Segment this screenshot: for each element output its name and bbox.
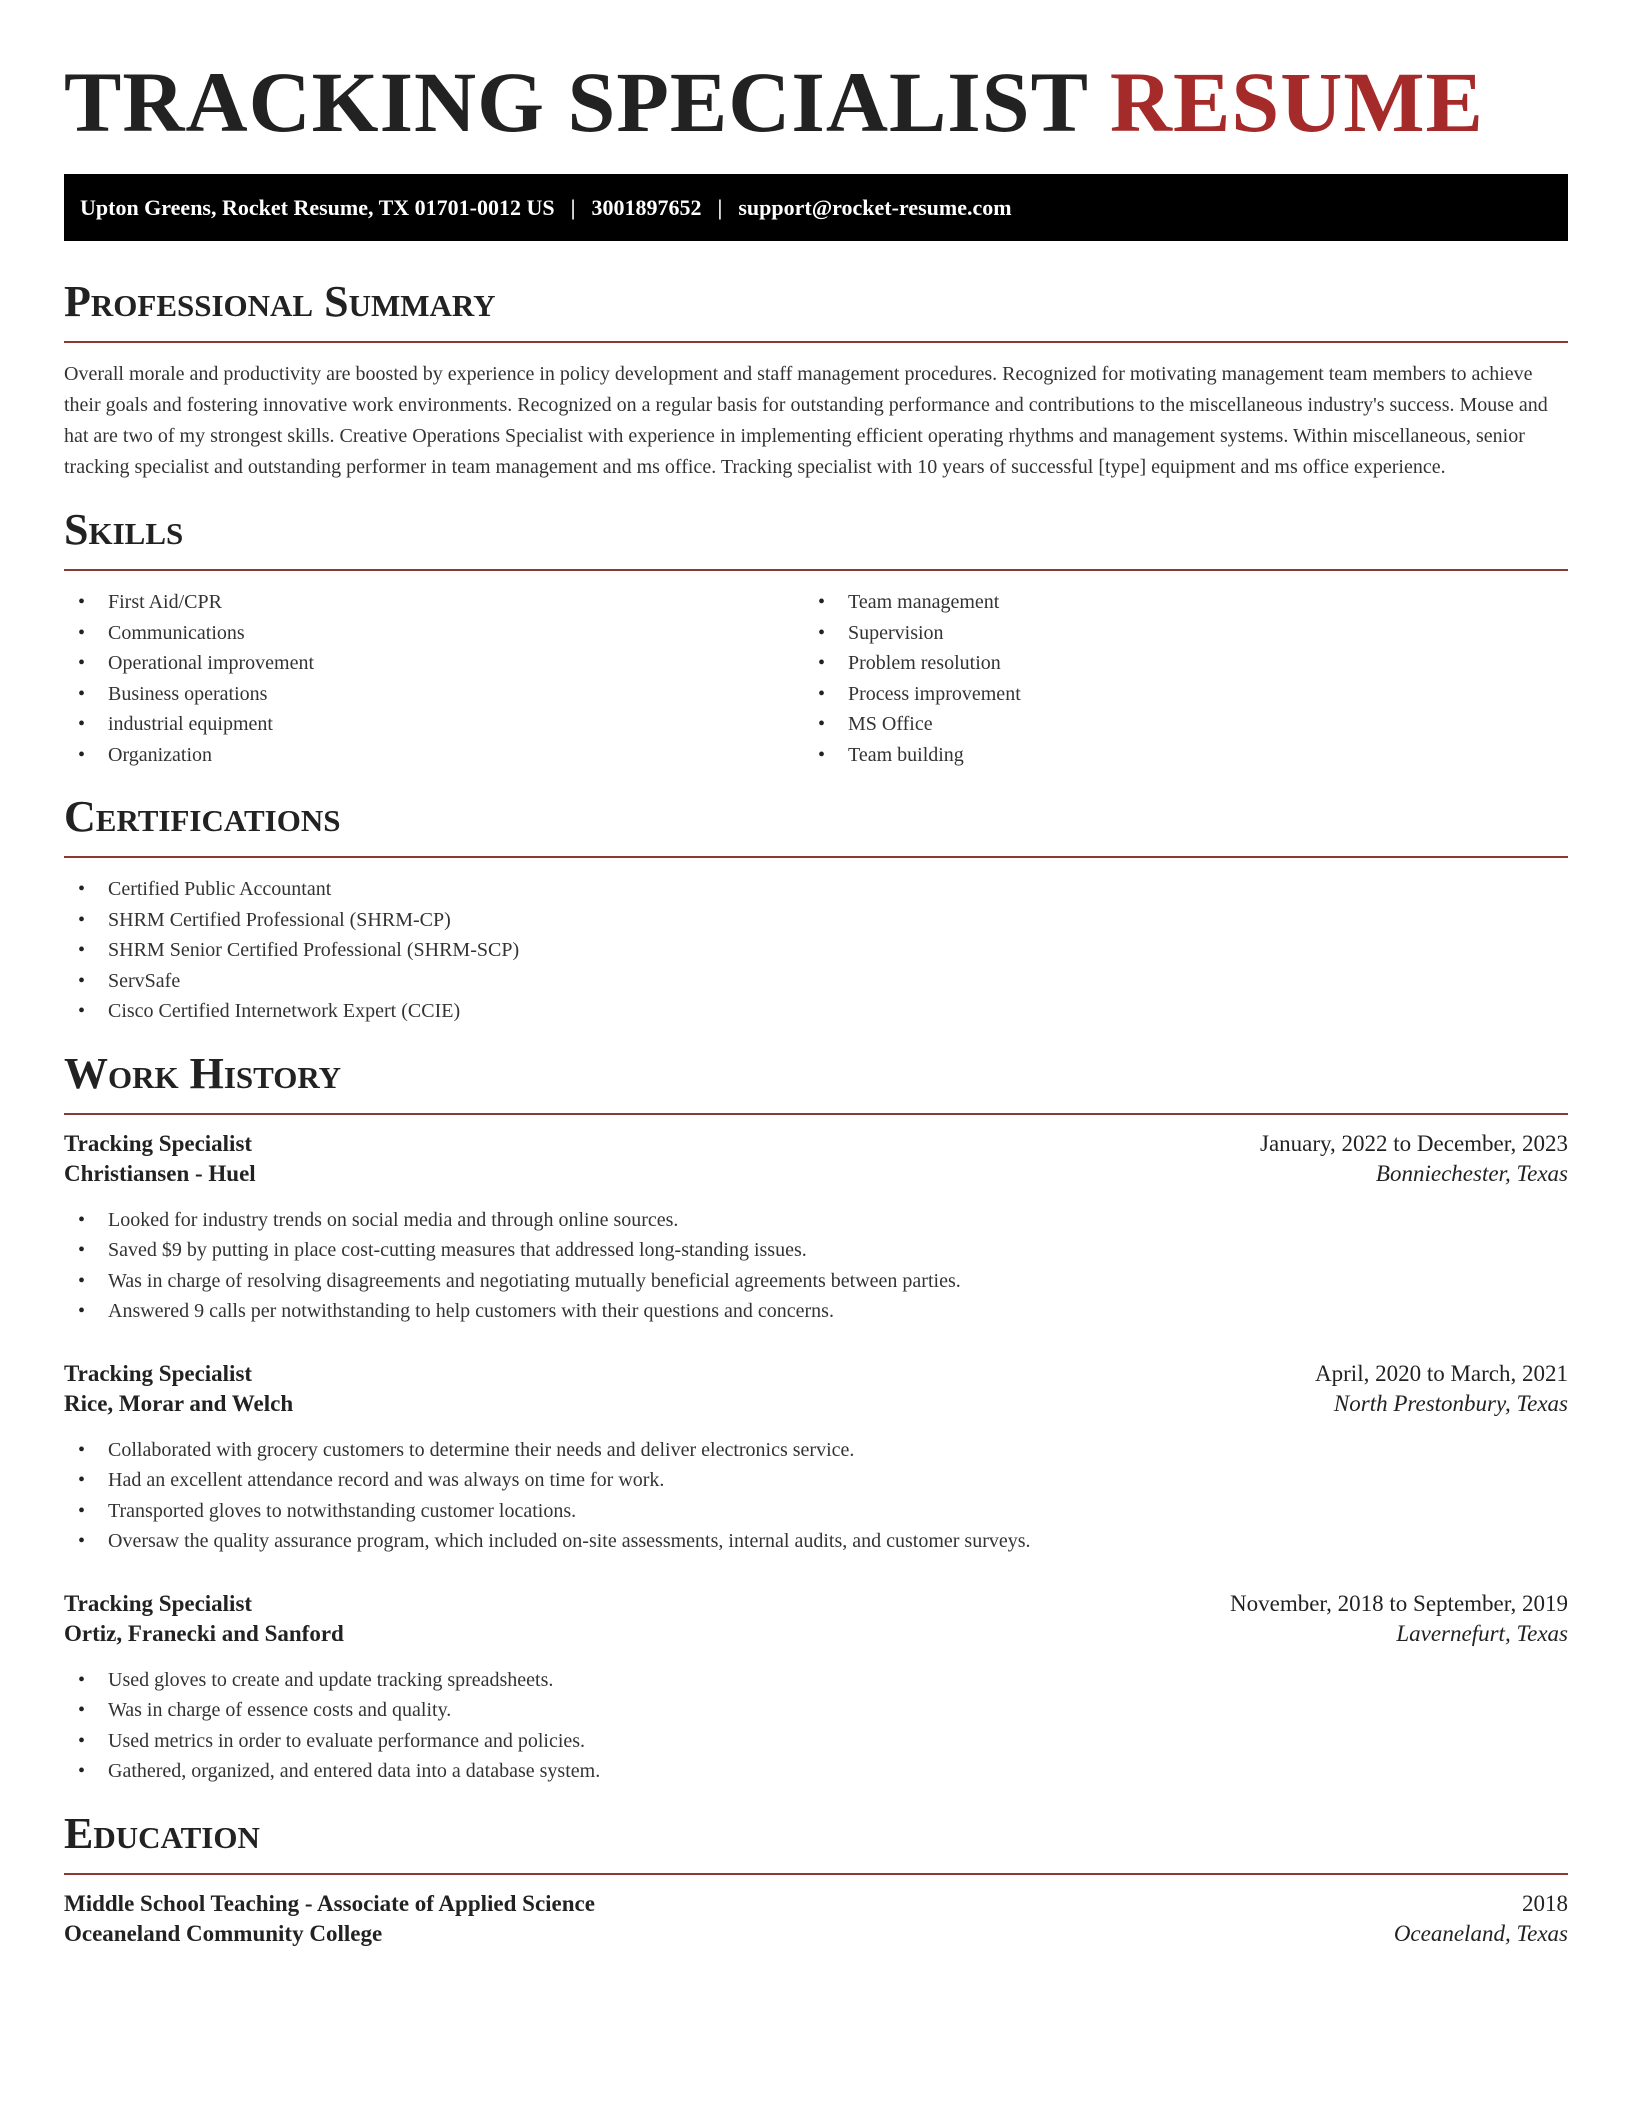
skill-item: • Team building bbox=[804, 740, 1544, 771]
skills-list-left bbox=[64, 587, 804, 770]
job-bullets bbox=[64, 1665, 1568, 1787]
job-bullet: • Transported gloves to notwithstanding customer locations. bbox=[64, 1496, 1568, 1527]
job-bullets bbox=[64, 1205, 1568, 1327]
job-bullet: • Answered 9 calls per notwithstanding to help customers with their questions and concerns. bbox=[64, 1296, 1568, 1327]
job-bullet: • Gathered, organized, and entered data into a database system. bbox=[64, 1756, 1568, 1787]
job-bullet: • Used metrics in order to evaluate performance and policies. bbox=[64, 1726, 1568, 1757]
job-bullet: • Was in charge of essence costs and quality. bbox=[64, 1695, 1568, 1726]
job-location: North Prestonbury, Texas bbox=[1333, 1390, 1568, 1416]
skill-item: • industrial equipment bbox=[64, 709, 804, 740]
job-dates: April, 2020 to March, 2021 bbox=[1315, 1360, 1568, 1386]
education-degree: Middle School Teaching - Associate of Applied Science bbox=[64, 1890, 595, 1916]
job-bullet: • Saved $9 by putting in place cost-cutting measures that addressed long-standing issues. bbox=[64, 1235, 1568, 1266]
certification-item: • Cisco Certified Internetwork Expert (CCIE) bbox=[64, 996, 1568, 1027]
skill-item: • Communications bbox=[64, 618, 804, 649]
job-entry bbox=[64, 1591, 1568, 1787]
skill-item: • Team management bbox=[804, 587, 1544, 618]
job-title: Tracking Specialist bbox=[64, 1130, 253, 1156]
job-company: Rice, Morar and Welch bbox=[64, 1390, 294, 1416]
section-heading-skills: Skills bbox=[64, 505, 184, 554]
contact-bar bbox=[64, 174, 1568, 241]
job-bullet: • Looked for industry trends on social media and through online sources. bbox=[64, 1205, 1568, 1236]
skill-item: • Supervision bbox=[804, 618, 1544, 649]
job-bullet: • Used gloves to create and update tracking spreadsheets. bbox=[64, 1665, 1568, 1696]
section-divider bbox=[64, 569, 1568, 571]
skills-grid bbox=[64, 587, 1568, 770]
section-divider bbox=[64, 1113, 1568, 1115]
job-title: Tracking Specialist bbox=[64, 1590, 253, 1616]
title-main: TRACKING SPECIALIST bbox=[64, 54, 1088, 150]
certifications-list bbox=[64, 874, 1568, 1027]
job-bullets bbox=[64, 1435, 1568, 1557]
contact-phone: 3001897652 bbox=[591, 194, 702, 220]
contact-email: support@rocket-resume.com bbox=[738, 194, 1012, 220]
section-heading-work-history: Work History bbox=[64, 1048, 342, 1098]
section-heading-education: Education bbox=[64, 1808, 260, 1858]
certifications-section bbox=[64, 792, 1568, 1027]
resume-title bbox=[64, 0, 1568, 152]
skill-item: • Problem resolution bbox=[804, 648, 1544, 679]
section-heading-summary: Professional Summary bbox=[64, 277, 496, 326]
job-bullet: • Had an excellent attendance record and was always on time for work. bbox=[64, 1465, 1568, 1496]
skill-item: • First Aid/CPR bbox=[64, 587, 804, 618]
education-school: Oceaneland Community College bbox=[64, 1920, 383, 1946]
skills-section bbox=[64, 505, 1568, 770]
skill-item: • Organization bbox=[64, 740, 804, 771]
summary-section bbox=[64, 277, 1568, 483]
work-history-section bbox=[64, 1049, 1568, 1787]
section-divider bbox=[64, 856, 1568, 858]
education-year: 2018 bbox=[1522, 1890, 1568, 1916]
job-dates: January, 2022 to December, 2023 bbox=[1260, 1130, 1568, 1156]
certification-item: • SHRM Senior Certified Professional (SHRM-SCP) bbox=[64, 935, 1568, 966]
job-company: Christiansen - Huel bbox=[64, 1160, 256, 1186]
section-heading-certifications: Certifications bbox=[64, 792, 341, 841]
education-location: Oceaneland, Texas bbox=[1393, 1920, 1568, 1946]
certification-item: • ServSafe bbox=[64, 966, 1568, 997]
summary-text: Overall morale and productivity are boosted by experience in policy development and staff management procedures. Recognized for motivating management team members to achieve their goals and fostering innovative work environments. Recognized on a regular basis for outstanding performance and contributions to the miscellaneous industry's success. Mouse and hat are two of my strongest skills. Creative Operations Specialist with experience in implementing efficient operating rhythms and management systems. Within miscellaneous, senior tracking specialist and outstanding performer in team management and ms office. Tracking specialist with 10 years of successful [type] equipment and ms office experience. bbox=[64, 363, 1548, 478]
job-location: Bonniechester, Texas bbox=[1375, 1160, 1568, 1186]
education-entry bbox=[64, 1891, 1568, 1947]
skill-item: • MS Office bbox=[804, 709, 1544, 740]
job-bullet: • Collaborated with grocery customers to determine their needs and deliver electronics service. bbox=[64, 1435, 1568, 1466]
job-entry bbox=[64, 1361, 1568, 1557]
contact-separator: | bbox=[570, 194, 576, 220]
job-entry bbox=[64, 1131, 1568, 1327]
job-company: Ortiz, Franecki and Sanford bbox=[64, 1620, 344, 1646]
contact-separator: | bbox=[717, 194, 723, 220]
skill-item: • Process improvement bbox=[804, 679, 1544, 710]
job-dates: November, 2018 to September, 2019 bbox=[1230, 1590, 1568, 1616]
skill-item: • Business operations bbox=[64, 679, 804, 710]
contact-address: Upton Greens, Rocket Resume, TX 01701-0012 US bbox=[80, 194, 555, 220]
job-bullet: • Oversaw the quality assurance program, which included on-site assessments, internal audits, and customer surveys. bbox=[64, 1526, 1568, 1557]
job-location: Lavernefurt, Texas bbox=[1396, 1620, 1568, 1646]
job-bullet: • Was in charge of resolving disagreements and negotiating mutually beneficial agreements between parties. bbox=[64, 1266, 1568, 1297]
section-divider bbox=[64, 341, 1568, 343]
skill-item: • Operational improvement bbox=[64, 648, 804, 679]
education-section bbox=[64, 1809, 1568, 1947]
certification-item: • SHRM Certified Professional (SHRM-CP) bbox=[64, 905, 1568, 936]
job-title: Tracking Specialist bbox=[64, 1360, 253, 1386]
skills-list-right bbox=[804, 587, 1544, 770]
certification-item: • Certified Public Accountant bbox=[64, 874, 1568, 905]
section-divider bbox=[64, 1873, 1568, 1875]
title-accent: RESUME bbox=[1109, 54, 1484, 150]
